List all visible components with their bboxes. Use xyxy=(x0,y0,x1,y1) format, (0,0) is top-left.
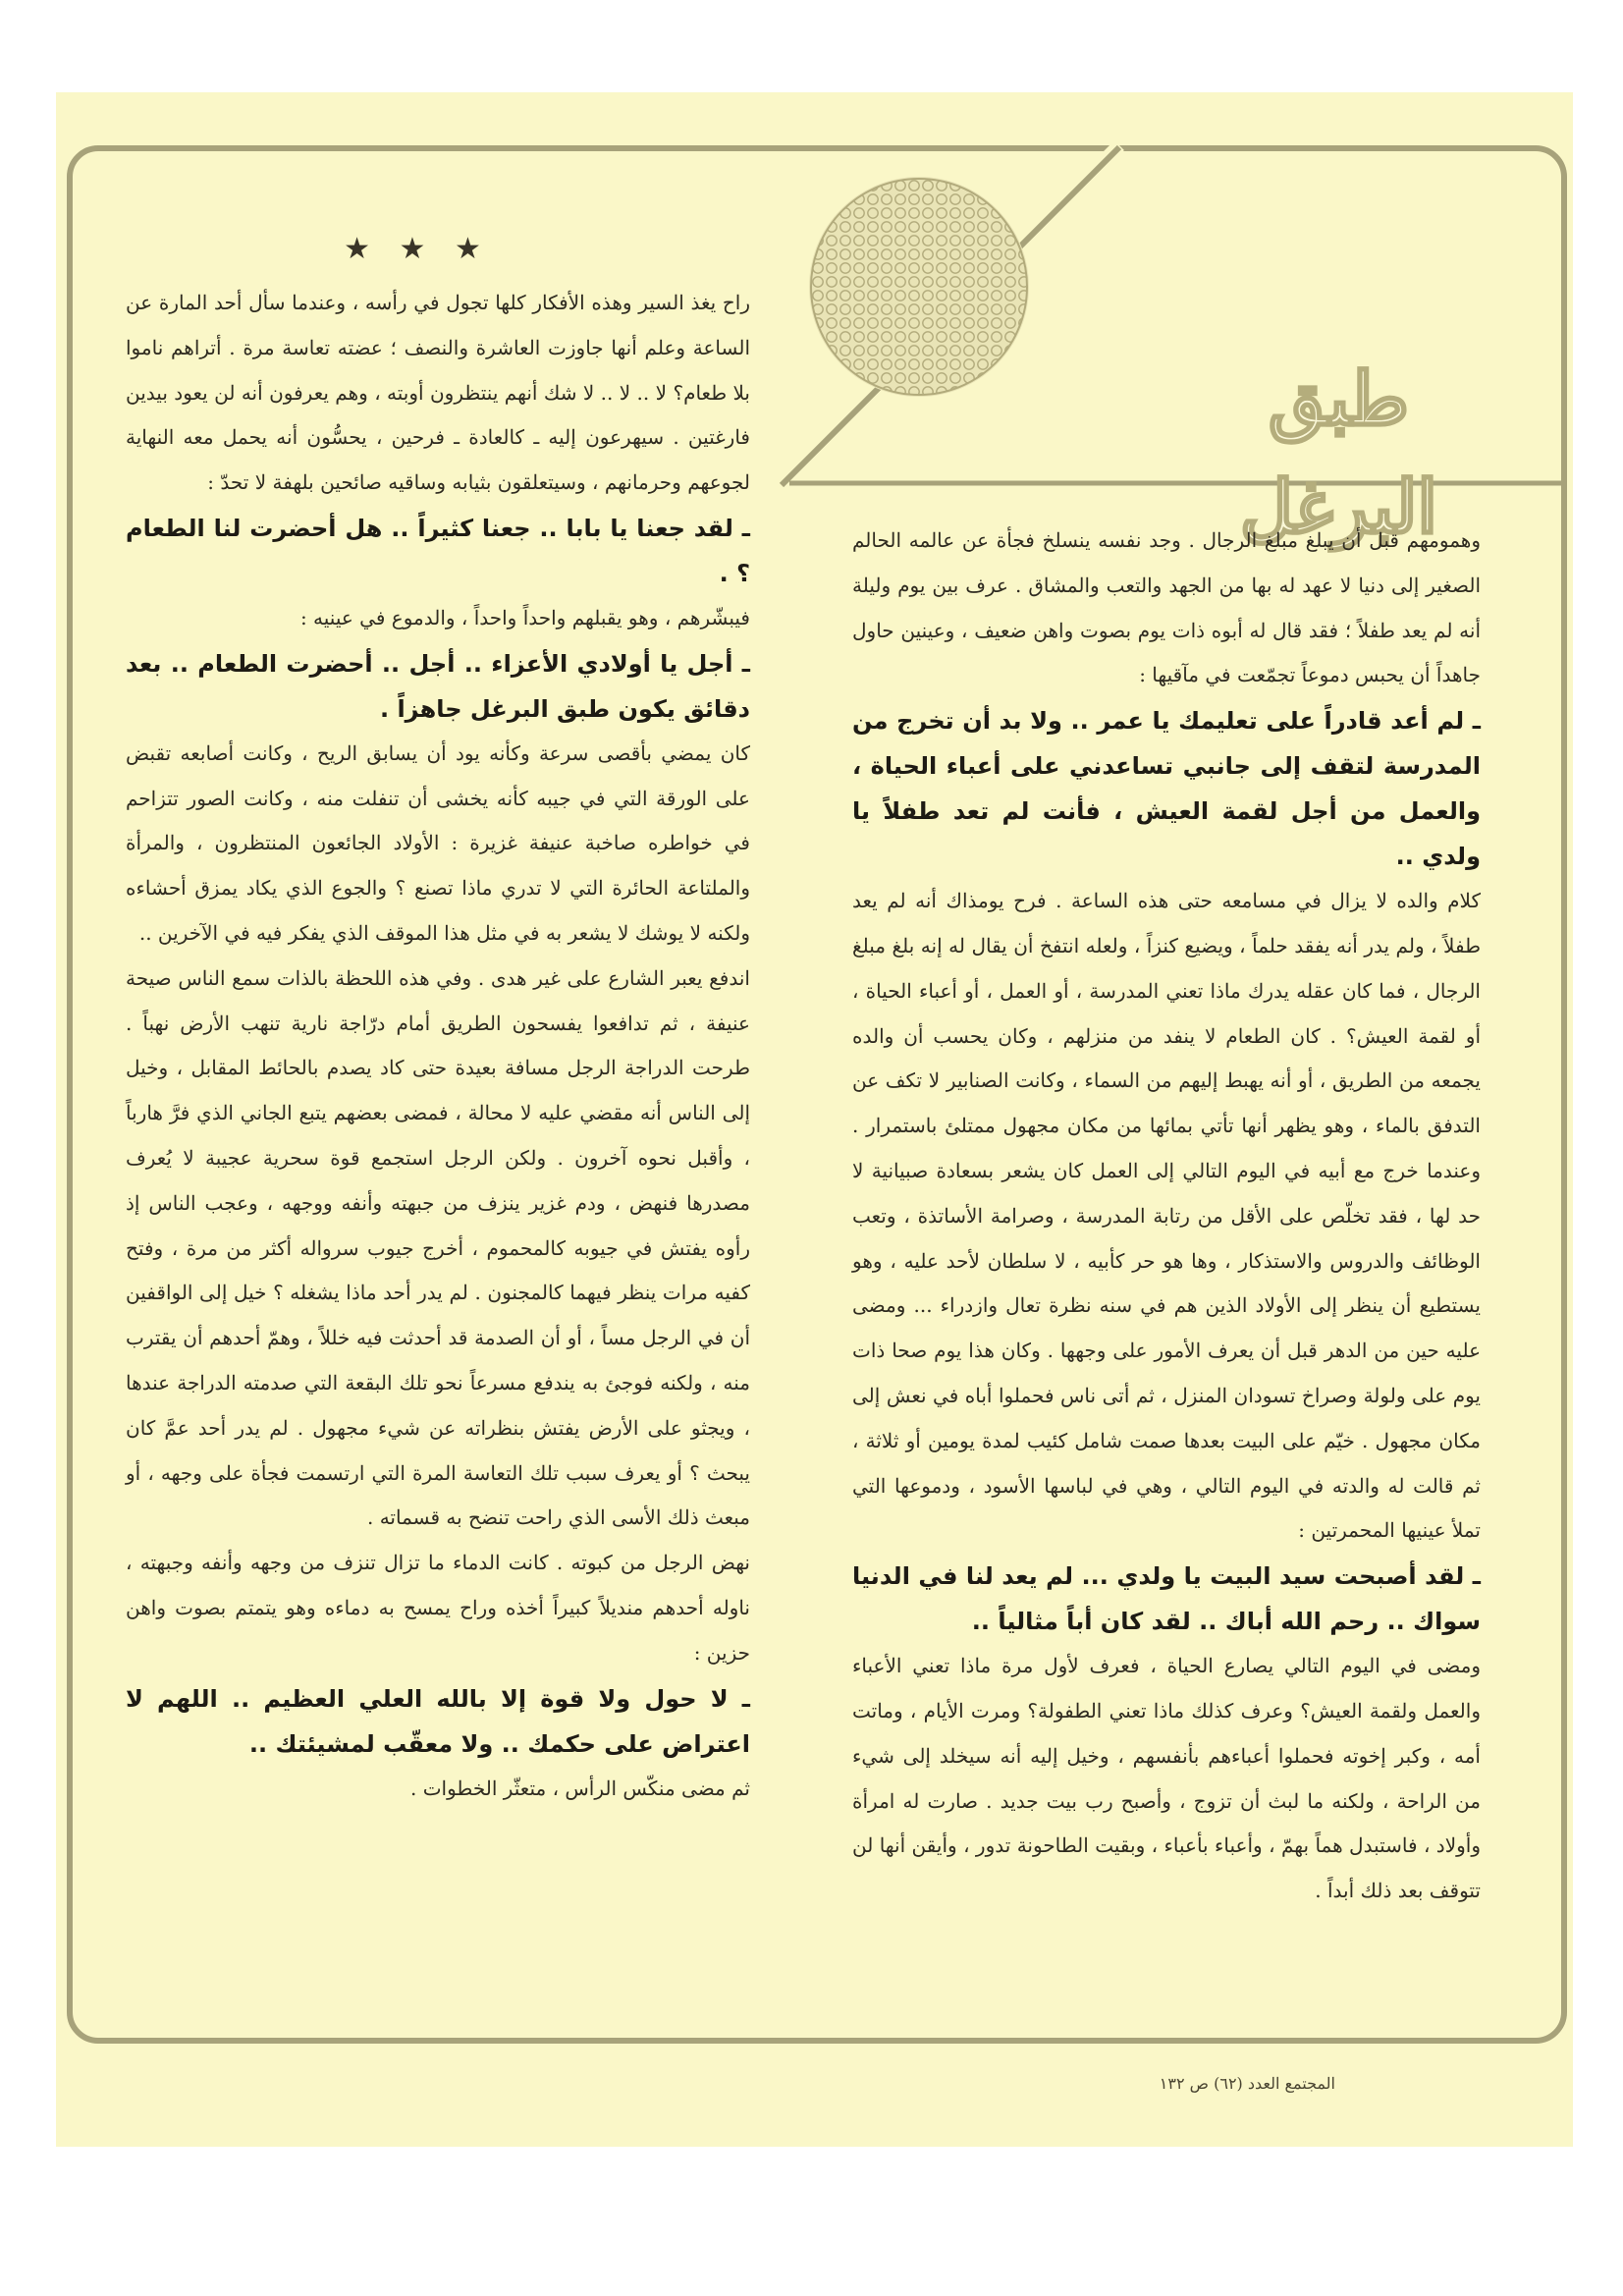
paragraph: كلام والده لا يزال في مسامعه حتى هذه الساعة . فرح يومذاك أنه لم يعد طفلاً ، ولم يدر أنه يفقد حلماً ، ويضيع كنزاً ، ولعله انتفخ أن يقال له إنه بلغ مبلغ الرجال ، فما كان عقله يدرك ماذا تعني المدرسة ، أو العمل ، أو أعباء الحياة ، أو لقمة العيش؟ . كان الطعام لا ينفد من منزلهم ، وكان يحسب أن والده يجمعه من الطريق ، أو أنه يهبط إليهم من السماء ، وكانت الصنابير لا تكف عن التدفق بالماء ، وهو يظهر أنها تأتي بمائها من مكان مجهول ممتلئ باستمرار . وعندما خرج مع أبيه في اليوم التالي إلى العمل كان يشعر بسعادة صبيانية لا حد لها ، فقد تخلّص على الأقل من رتابة المدرسة ، وصرامة الأساتذة ، وتعب الوظائف والدروس والاستذكار ، وها هو حر كأبيه ، لا سلطان لأحد عليه ، وهو يستطيع أن ينظر إلى الأولاد الذين هم في سنه نظرة تعال وازدراء ... ومضى عليه حين من الدهر قبل أن يعرف الأمور على وجهها . وكان هذا يوم صحا ذات يوم على ولولة وصراخ تسودان المنزل ، ثم أتى ناس فحملوا أباه في نعش إلى مكان مجهول . خيّم على البيت بعدها صمت شامل كئيب لمدة يومين أو ثلاثة ، ثم قالت له والدته في اليوم التالي ، وهي في لباسها الأسود ، ودموعها التي تملأ عينيها المحمرتين : xyxy=(852,889,1481,1543)
right-text-column xyxy=(852,519,1481,1914)
paragraph: نهض الرجل من كبوته . كانت الدماء ما تزال تنزف من وجهه وأنفه وجبهته ، ناوله أحدهم منديلاً كبيراً أخذه وراح يمسح به دماءه وهو يتمتم بصوت واهن حزين : xyxy=(126,1551,750,1665)
dialogue-line: ـ لقد أصبحت سيد البيت يا ولدي ... لم يعد لنا في الدنيا سواك .. رحم الله أباك .. لقد كان أباً مثالياً .. xyxy=(852,1562,1481,1636)
page-footer: المجتمع العدد (٦٢) ص ١٣٢ xyxy=(1159,2074,1335,2093)
paragraph: وهمومهم قبل أن يبلغ مبلغ الرجال . وجد نفسه ينسلخ فجأة عن عالمه الحالم الصغير إلى دنيا لا عهد له بها من الجهد والتعب والمشاق . عرف بين يوم وليلة أنه لم يعد طفلاً ؛ فقد قال له أبوه ذات يوم بصوت واهن ضعيف ، وعينين حاول جاهداً أن يحبس دموعاً تجمّعت في مآقيها : xyxy=(852,528,1481,687)
dialogue-line: ـ لا حول ولا قوة إلا بالله العلي العظيم .. اللهم لا اعتراض على حكمك .. ولا معقّب لمشيئتك .. xyxy=(126,1684,750,1758)
paragraph: اندفع يعبر الشارع على غير هدى . وفي هذه اللحظة بالذات سمع الناس صيحة عنيفة ، ثم تدافعوا يفسحون الطريق أمام درّاجة نارية تنهب الأرض نهباً . طرحت الدراجة الرجل مسافة بعيدة حتى كاد يصدم بالحائط المقابل ، وخيل إلى الناس أنه مقضي عليه لا محالة ، فمضى بعضهم يتبع الجاني الذي فرَّ هارباً ، وأقبل نحوه آخرون . ولكن الرجل استجمع قوة سحرية عجيبة لا يُعرف مصدرها فنهض ، ودم غزير ينزف من جبهته وأنفه ووجهه ، وعجب الناس إذ رأوه يفتش في جيوبه كالمحموم ، أخرج جيوب سرواله أكثر من مرة ، وفتح كفيه مرات ينظر فيهما كالمجنون . لم يدر أحد ماذا يشغله ؟ خيل إلى الواقفين أن في الرجل مساً ، أو أن الصدمة قد أحدثت فيه خللاً ، وهمّ أحدهم أن يقترب منه ، ولكنه فوجئ به يندفع مسرعاً نحو تلك البقعة التي صدمته الدراجة عندها ، ويجثو على الأرض يفتش بنظراته عن شيء مجهول . لم يدر أحد عمَّ كان يبحث ؟ أو يعرف سبب تلك التعاسة المرة التي ارتسمت فجأة على وجهه ، أو مبعث ذلك الأسى الذي راحت تنضح به قسماته . xyxy=(126,965,750,1530)
paragraph: ومضى في اليوم التالي يصارع الحياة ، فعرف لأول مرة ماذا تعني الأعباء والعمل ولقمة العيش؟ وعرف كذلك ماذا تعني الطفولة؟ ومرت الأيام ، وماتت أمه ، وكبر إخوته فحملوا أعباءهم بأنفسهم ، وخيل إليه أنه سيخلد إلى شيء من الراحة ، ولكنه ما لبث أن تزوج ، وأصبح رب بيت جديد . صارت له امرأة وأولاد ، فاستبدل هماً بهمّ ، وأعباء بأعباء ، وبقيت الطاحونة تدور ، وأيقن أنها لن تتوقف بعد ذلك أبداً . xyxy=(852,1654,1481,1903)
paragraph: كان يمضي بأقصى سرعة وكأنه يود أن يسابق الريح ، وكانت أصابعه تقبض على الورقة التي في جيبه كأنه يخشى أن تنفلت منه ، وكانت الصور تتزاحم في خواطره صاخبة عنيفة غزيرة : الأولاد الجائعون المنتظرون ، والمرأة والملتاعة الحائرة التي لا تدري ماذا تصنع ؟ والجوع الذي يكاد يمزق أحشاءه ولكنه لا يوشك لا يشعر به في مثل هذا الموقف الذي يفكر فيه في الآخرين .. xyxy=(126,740,750,945)
left-text-column xyxy=(126,281,750,1811)
section-divider-stars: ★ ★ ★ xyxy=(344,232,491,266)
dialogue-line: ـ لقد جعنا يا بابا .. جعنا كثيراً .. هل أحضرت لنا الطعام ؟ . xyxy=(126,514,750,587)
closing-line: ثم مضى منكّس الرأس ، متعثّر الخطوات . xyxy=(409,1776,750,1800)
title-logo: طبق البرغل xyxy=(1239,357,1437,550)
paragraph: فيبشّرهم ، وهو يقبلهم واحداً واحداً ، والدموع في عينيه : xyxy=(299,605,750,629)
dialogue-line: ـ أجل يا أولادي الأعزاء .. أجل .. أحضرت الطعام .. بعد دقائق يكون طبق البرغل جاهزاً . xyxy=(126,649,750,723)
dialogue-line: ـ لم أعد قادراً على تعليمك يا عمر .. ولا بد أن تخرج من المدرسة لتقف إلى جانبي تساعدني على أعباء الحياة ، والعمل من أجل لقمة العيش ، فأنت لم تعد طفلاً يا ولدي .. xyxy=(852,707,1481,871)
paragraph: راح يغذ السير وهذه الأفكار كلها تجول في رأسه ، وعندما سأل أحد المارة عن الساعة وعلم أنها جاوزت العاشرة والنصف ؛ عضته تعاسة مرة . أتراهم ناموا بلا طعام؟ لا .. لا .. لا شك أنهم ينتظرون أوبته ، وهم يعرفون أنه لن يعود بيدين فارغتين . سيهرعون إليه ـ كالعادة ـ فرحين ، يحسُّون أنه يحمل معه النهاية لجوعهم وحرمانهم ، وسيتعلقون بثيابه وساقيه صائحين بلهفة لا تحدّ : xyxy=(126,291,750,495)
